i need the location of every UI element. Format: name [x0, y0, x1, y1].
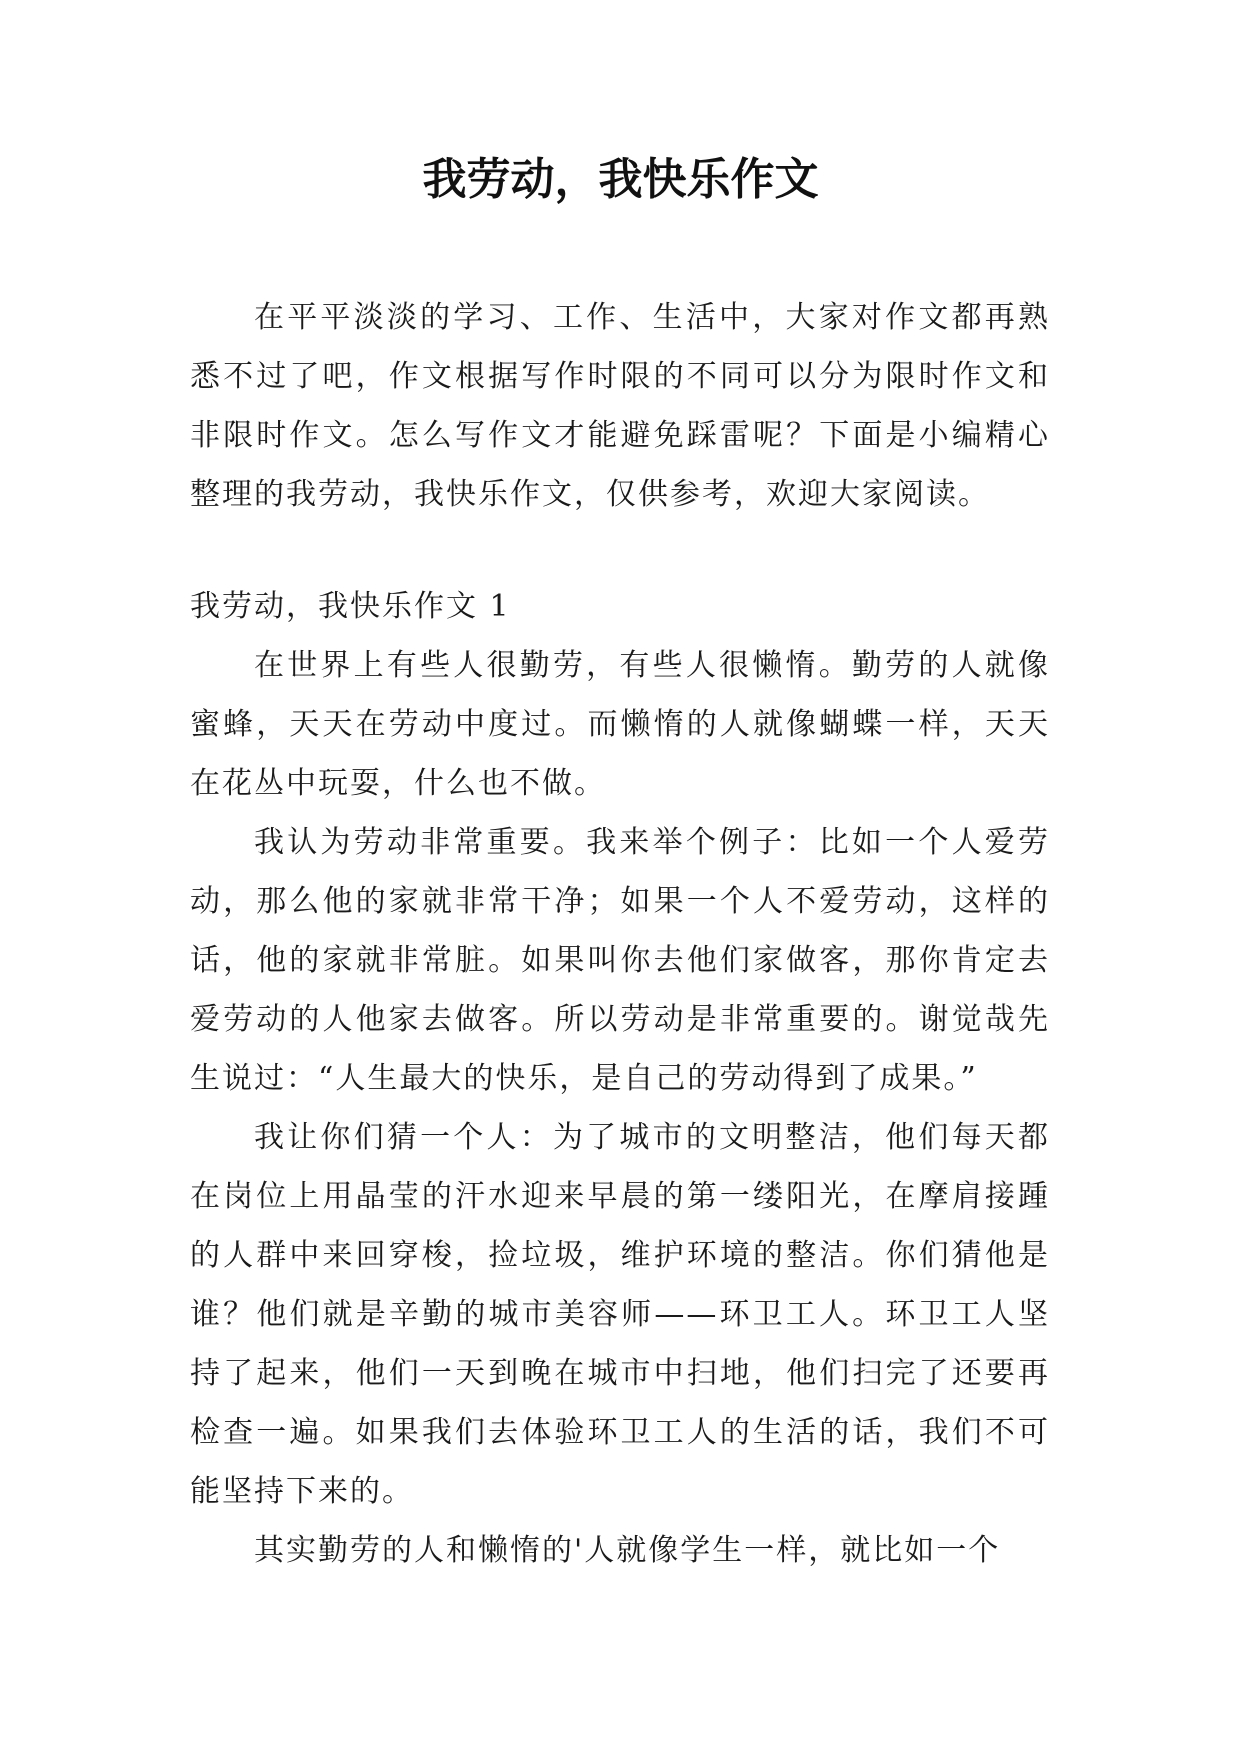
intro-section [190, 288, 1050, 524]
intro-paragraph: 在平平淡淡的学习、工作、生活中，大家对作文都再熟悉不过了吧，作文根据写作时限的不同可以分为限时作文和非限时作文。怎么写作文才能避免踩雷呢？下面是小编精心整理的我劳动，我快乐作文，仅供参考，欢迎大家阅读。 [190, 300, 1050, 512]
essay-paragraph-3: 我让你们猜一个人：为了城市的文明整洁，他们每天都在岗位上用晶莹的汗水迎来早晨的第一缕阳光，在摩肩接踵的人群中来回穿梭，捡垃圾，维护环境的整洁。你们猜他是谁？他们就是辛勤的城市美容师——环卫工人。环卫工人坚持了起来，他们一天到晚在城市中扫地，他们扫完了还要再检查一遍。如果我们去体验环卫工人的生活的话，我们不可能坚持下来的。 [190, 1120, 1050, 1509]
section-heading: 我劳动，我快乐作文 1 [190, 589, 511, 624]
essay-body [190, 636, 1050, 1580]
essay-paragraph-4: 其实勤劳的人和懒惰的'人就像学生一样，就比如一个 [254, 1533, 1001, 1568]
essay-paragraph-2: 我认为劳动非常重要。我来举个例子：比如一个人爱劳动，那么他的家就非常干净；如果一个人不爱劳动，这样的话，他的家就非常脏。如果叫你去他们家做客，那你肯定去爱劳动的人他家去做客。所以劳动是非常重要的。谢觉哉先生说过：“人生最大的快乐，是自己的劳动得到了成果。” [190, 825, 1050, 1096]
document-title: 我劳动，我快乐作文 [422, 154, 819, 205]
essay-paragraph-1: 在世界上有些人很勤劳，有些人很懒惰。勤劳的人就像蜜蜂，天天在劳动中度过。而懒惰的人就像蝴蝶一样，天天在花丛中玩耍，什么也不做。 [190, 648, 1050, 801]
